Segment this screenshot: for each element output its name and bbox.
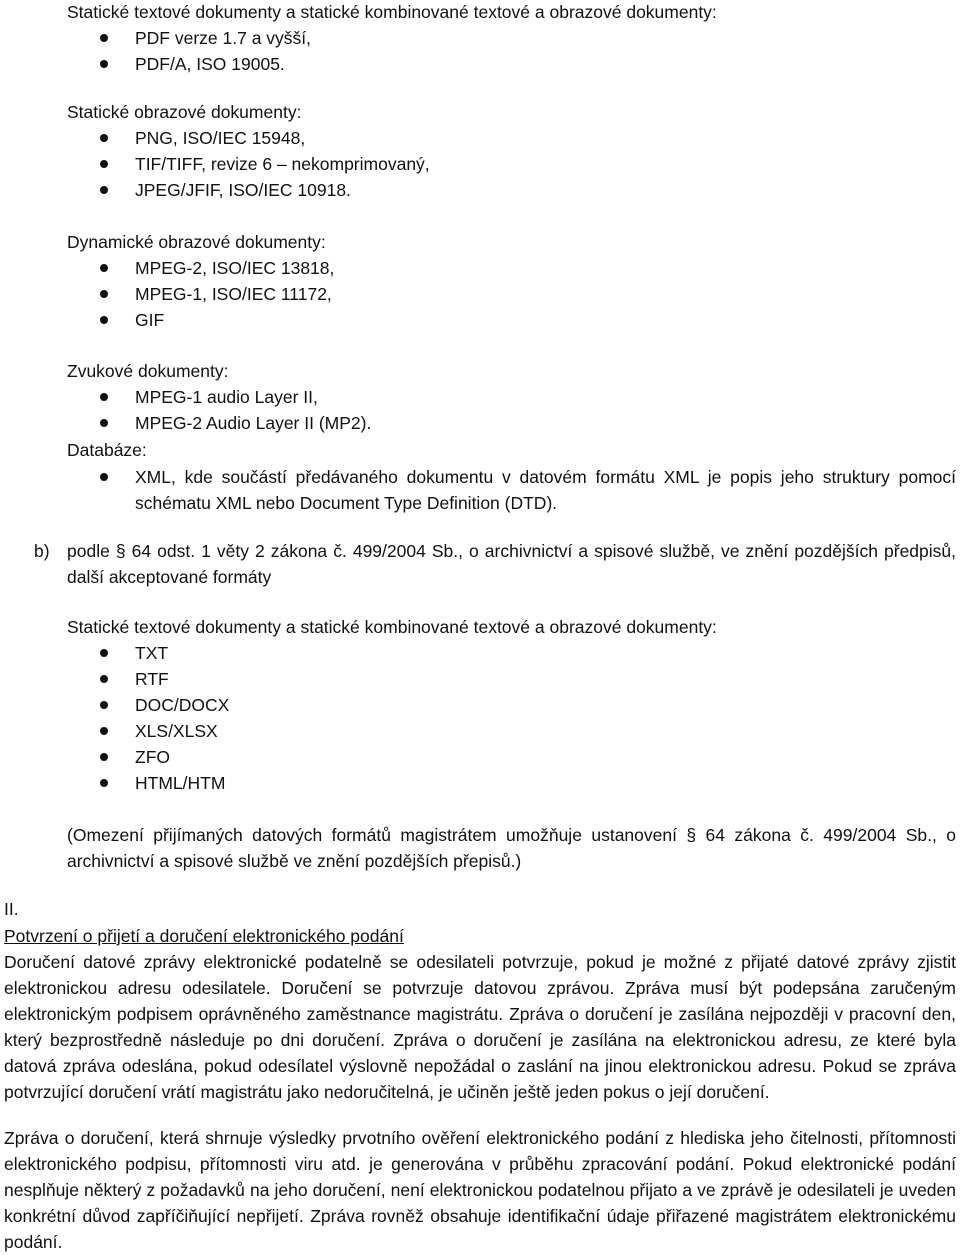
list-item: TIF/TIFF, revize 6 – nekomprimovaný, (67, 151, 956, 177)
bullet-icon (100, 264, 108, 272)
list-item: PDF/A, ISO 19005. (67, 51, 956, 77)
bullet-icon (100, 290, 108, 298)
list-item: PDF verze 1.7 a vyšší, (67, 25, 956, 51)
bullet-icon (100, 316, 108, 324)
list-item: PNG, ISO/IEC 15948, (67, 125, 956, 151)
heading-database: Databáze: (67, 440, 147, 460)
list-item: TXT (67, 640, 956, 666)
list-audio-formats (67, 384, 956, 436)
list-item: MPEG-2, ISO/IEC 13818, (67, 255, 956, 281)
list-item: XLS/XLSX (67, 718, 956, 744)
list-item: ZFO (67, 744, 956, 770)
list-item: MPEG-2 Audio Layer II (MP2). (67, 410, 956, 436)
heading-audio-documents: Zvukové dokumenty: (67, 361, 229, 381)
bullet-icon (100, 727, 108, 735)
bullet-icon (100, 675, 108, 683)
bullet-icon (100, 419, 108, 427)
list-dynamic-image-formats (67, 255, 956, 333)
bullet-icon (100, 701, 108, 709)
bullet-icon (100, 34, 108, 42)
heading-static-text-documents: Statické textové dokumenty a statické kombinované textové a obrazové dokumenty: (67, 2, 717, 22)
heading-dynamic-image-documents: Dynamické obrazové dokumenty: (67, 232, 326, 252)
heading-static-text-documents-additional: Statické textové dokumenty a statické kombinované textové a obrazové dokumenty: (67, 617, 717, 637)
list-additional-formats (67, 640, 956, 796)
format-restriction-note: (Omezení přijímaných datových formátů magistrátem umožňuje ustanovení § 64 zákona č. 499/2004 Sb., o archivnictví a spisové službě ve znění pozdějších přepisů.) (67, 825, 956, 871)
heading-static-image-documents: Statické obrazové dokumenty: (67, 102, 302, 122)
list-item: RTF (67, 666, 956, 692)
list-item: MPEG-1, ISO/IEC 11172, (67, 281, 956, 307)
section-paragraph-2: Zpráva o doručení, která shrnuje výsledky prvotního ověření elektronického podání z hlediska jeho čitelnosti, přítomnosti elektronického podpisu, přítomnosti viru atd. je generována v průběhu zpracování podání. Pokud elektronické podání nesplňuje některý z požadavků na jeho doručení, není elektronickou podatelnou přijato a ve zprávě je odesilateli je uveden konkrétní důvod zapříčiňující nepřijetí. Zpráva rovněž obsahuje identifikační údaje přiřazené magistrátem elektronickému podání. (4, 1128, 956, 1252)
bullet-icon (100, 134, 108, 142)
list-static-image-formats (67, 125, 956, 203)
bullet-icon (100, 160, 108, 168)
bullet-icon (100, 779, 108, 787)
section-number: II. (4, 899, 19, 919)
bullet-icon (100, 60, 108, 68)
list-static-text-formats (67, 25, 956, 77)
bullet-icon (100, 473, 108, 481)
list-item: GIF (67, 307, 956, 333)
bullet-icon (100, 393, 108, 401)
section-paragraph-1: Doručení datové zprávy elektronické podatelně se odesilateli potvrzuje, pokud je možné z přijaté datové zprávy zjistit elektronickou adresu odesilatele. Doručení se potvrzuje datovou zprávou. Zpráva musí být podepsána zaručeným elektronickým podpisem oprávněného zaměstnance magistrátu. Zpráva o doručení je zasílána nejpozději v pracovní den, který bezprostředně následuje po dni doručení. Zpráva o doručení je zasílána na elektronickou adresu, ze které byla datová zpráva odeslána, pokud odesílatel výslovně nepožádal o zaslání na jinou elektronickou adresu. Pokud se zpráva potvrzující doručení vrátí magistrátu jako nedoručitelná, je učiněn ještě jeden pokus o její doručení. (4, 952, 956, 1102)
list-item: DOC/DOCX (67, 692, 956, 718)
section-title: Potvrzení o přijetí a doručení elektronického podání (4, 926, 404, 946)
bullet-icon (100, 186, 108, 194)
point-b-marker: b) (34, 541, 50, 561)
list-item: XML, kde součástí předávaného dokumentu v datovém formátu XML je popis jeho struktury pomocí schématu XML nebo Document Type Definition (DTD). (67, 464, 956, 516)
bullet-icon (100, 649, 108, 657)
list-item: JPEG/JFIF, ISO/IEC 10918. (67, 177, 956, 203)
list-database-formats (67, 464, 956, 516)
bullet-icon (100, 753, 108, 761)
list-item: HTML/HTM (67, 770, 956, 796)
point-b-text: podle § 64 odst. 1 věty 2 zákona č. 499/2004 Sb., o archivnictví a spisové službě, ve znění pozdějších předpisů, další akceptované formáty (67, 541, 956, 587)
list-item: MPEG-1 audio Layer II, (67, 384, 956, 410)
